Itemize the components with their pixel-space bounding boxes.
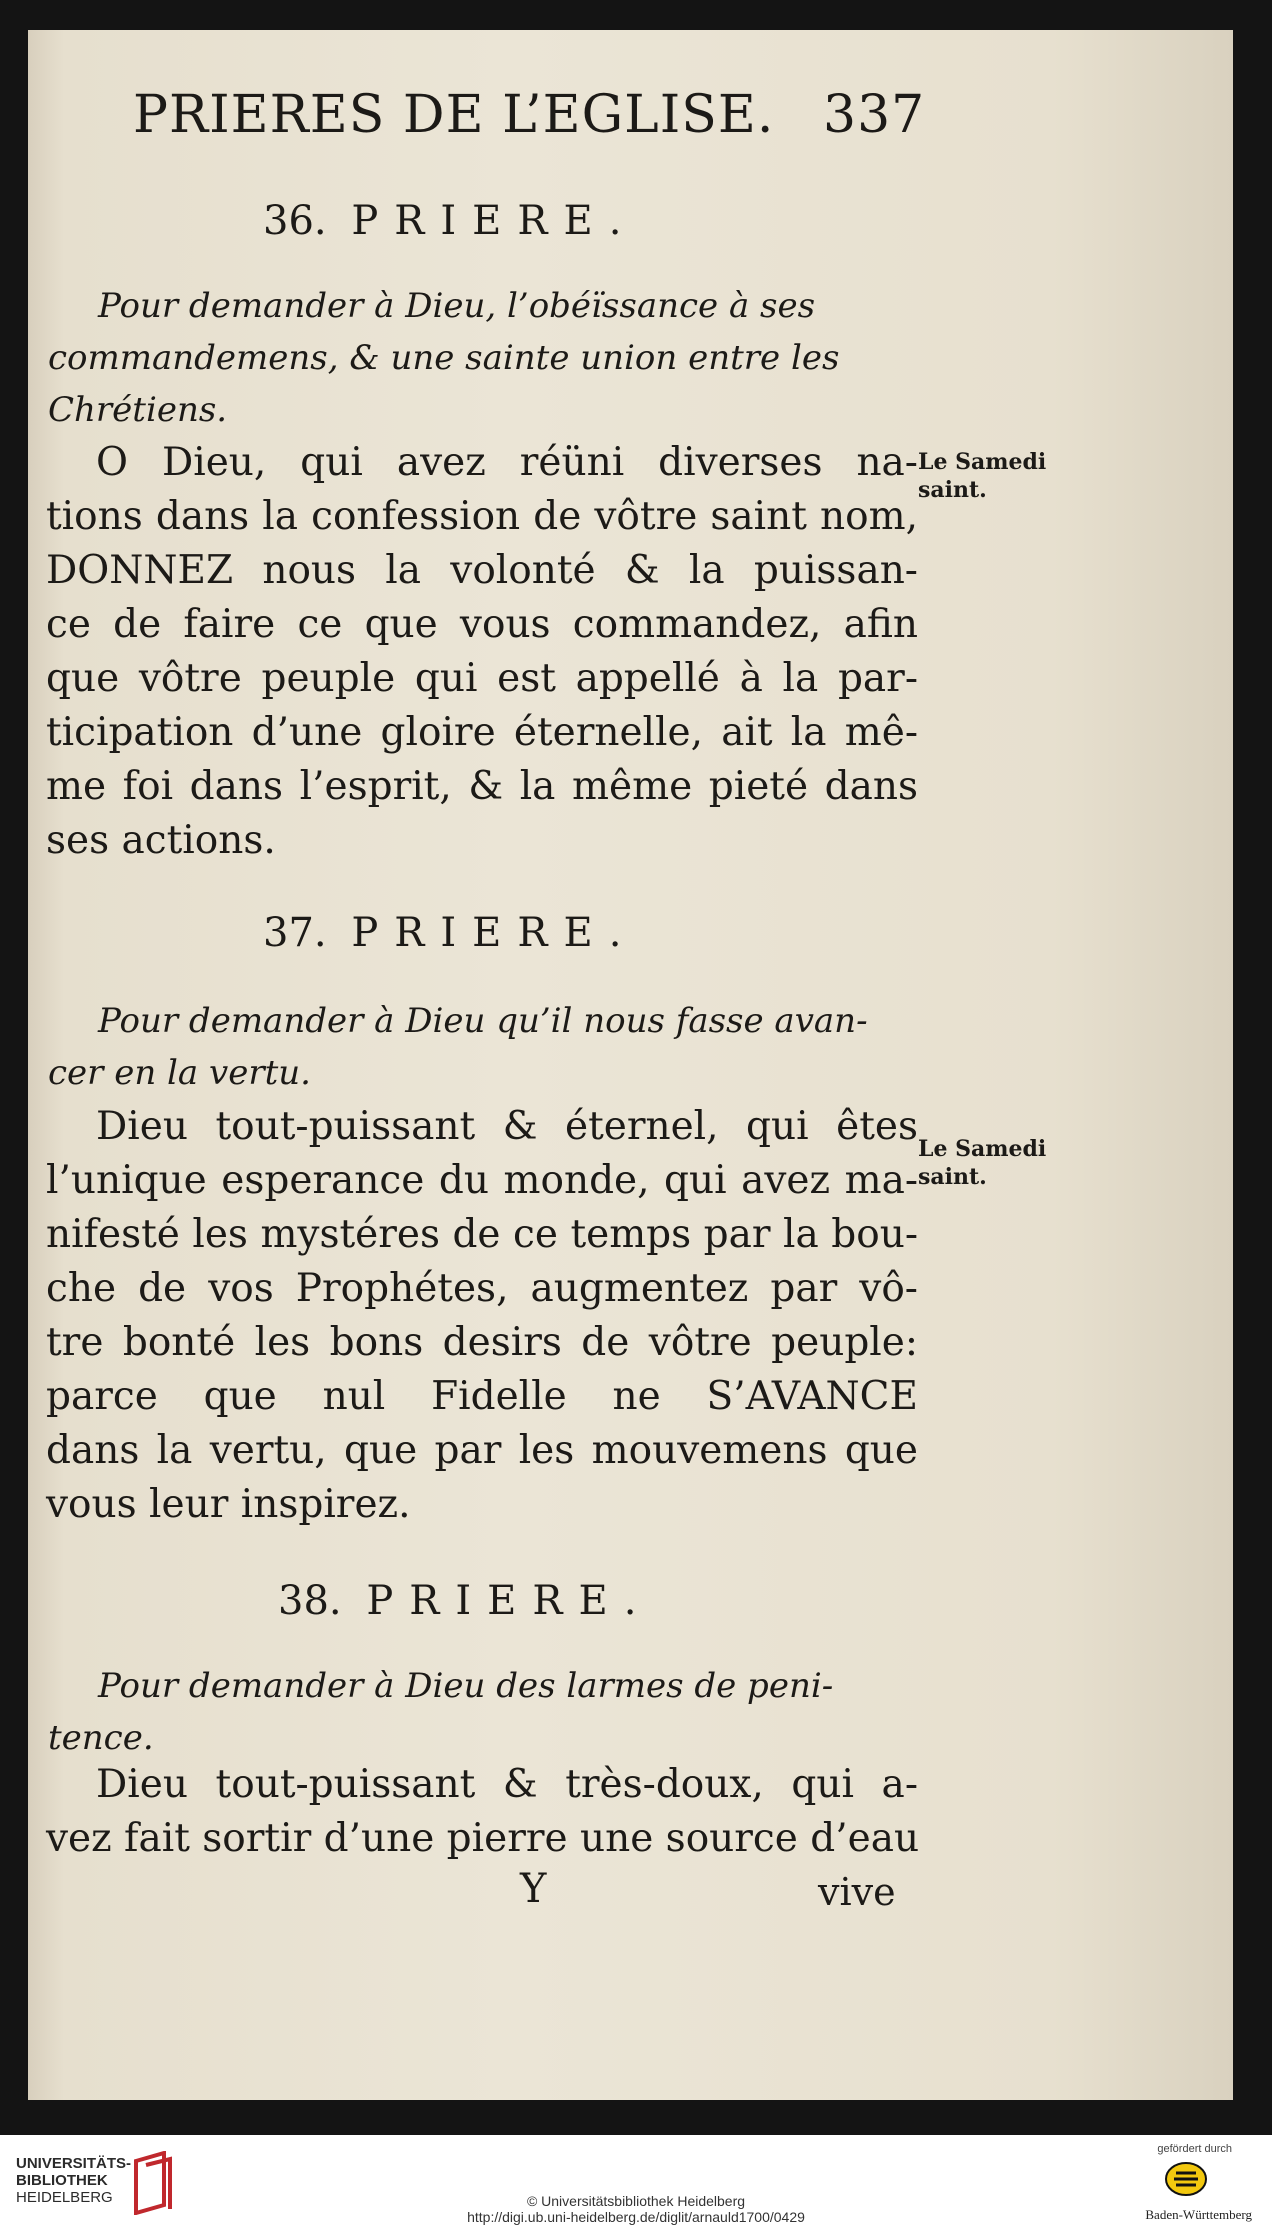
prayer-heading-38 xyxy=(278,1578,652,1624)
text-line: vez fait sortir d’une pierre une source d’eau xyxy=(46,1816,920,1861)
margin-note-line: Le Samedi xyxy=(918,1136,1047,1162)
text-line: Dieu tout-puissant & très-doux, qui a- xyxy=(96,1762,918,1807)
book-page xyxy=(28,30,1233,2100)
prayer-word: PRIERE. xyxy=(366,1578,653,1624)
prayer-text-37 xyxy=(46,1100,918,1532)
baden-wuerttemberg-crest-icon xyxy=(1164,2161,1208,2197)
prayer-text-36 xyxy=(46,436,918,868)
page-number: 337 xyxy=(823,85,926,145)
subtitle-line: Chrétiens. xyxy=(48,390,228,430)
text-line: Dieu tout-puissant & éternel, qui êtes xyxy=(96,1104,918,1149)
funded-by-label: gefördert durch xyxy=(1157,2143,1232,2155)
library-name-line: BIBLIOTHEK xyxy=(16,2172,108,2189)
catchword: vive xyxy=(818,1870,896,1914)
viewer-footer xyxy=(0,2135,1272,2228)
text-line: nifesté les mystéres de ce temps par la bou- xyxy=(46,1212,918,1257)
margin-note-37 xyxy=(918,1135,1046,1191)
text-line: tions dans la confession de vôtre saint nom, xyxy=(46,494,918,539)
text-line: tre bonté les bons desirs de vôtre peuple: xyxy=(46,1320,918,1365)
text-line: ticipation d’une gloire éternelle, ait la mê- xyxy=(46,710,918,755)
running-header xyxy=(133,85,933,145)
text-line: vous leur inspirez. xyxy=(46,1482,411,1527)
margin-note-line: Le Samedi xyxy=(918,449,1047,475)
text-line: che de vos Prophétes, augmentez par vô- xyxy=(46,1266,918,1311)
header-title: PRIERES DE L’EGLISE. xyxy=(133,85,775,145)
text-line: l’unique esperance du monde, qui avez ma- xyxy=(46,1158,918,1203)
text-line: parce que nul Fidelle ne S’AVANCE xyxy=(46,1374,918,1419)
prayer-heading-36 xyxy=(263,198,637,244)
text-line: ses actions. xyxy=(46,818,276,863)
margin-note-36 xyxy=(918,448,1046,504)
subtitle-line: cer en la vertu. xyxy=(48,1053,311,1093)
library-name-line: HEIDELBERG xyxy=(16,2189,113,2206)
copyright-text: © Universitätsbibliothek Heidelberg xyxy=(526,2193,746,2209)
text-line: que vôtre peuple qui est appellé à la par- xyxy=(46,656,918,701)
prayer-subtitle-37 xyxy=(48,995,918,1099)
subtitle-line: Pour demander à Dieu qu’il nous fasse avan- xyxy=(98,1001,868,1041)
text-line: O Dieu, qui avez réüni diverses na- xyxy=(96,440,918,485)
prayer-subtitle-36 xyxy=(48,280,918,436)
margin-note-line: saint. xyxy=(918,1164,987,1190)
library-name-line: UNIVERSITÄTS- xyxy=(16,2155,132,2172)
subtitle-line: tence. xyxy=(48,1718,154,1758)
subtitle-line: Pour demander à Dieu des larmes de peni- xyxy=(98,1666,834,1706)
prayer-number: 37. xyxy=(263,910,327,956)
funder-name: Baden-Württemberg xyxy=(1145,2207,1252,2222)
prayer-word: PRIERE. xyxy=(351,910,638,956)
text-line: dans la vertu, que par les mouvemens que xyxy=(46,1428,918,1473)
subtitle-line: Pour demander à Dieu, l’obéïssance à ses xyxy=(98,286,816,326)
prayer-number: 36. xyxy=(263,198,327,244)
signature-mark: Y xyxy=(520,1866,547,1912)
text-line: ce de faire ce que vous commandez, afin xyxy=(46,602,918,647)
prayer-heading-37 xyxy=(263,910,637,956)
prayer-word: PRIERE. xyxy=(351,198,638,244)
text-line: DONNEZ nous la volonté & la puissan- xyxy=(46,548,918,593)
prayer-subtitle-38 xyxy=(48,1660,918,1764)
subtitle-line: commandemens, & une sainte union entre les xyxy=(48,338,840,378)
margin-note-line: saint. xyxy=(918,477,987,503)
prayer-text-38 xyxy=(46,1758,918,1866)
prayer-number: 38. xyxy=(278,1578,342,1624)
permalink-url[interactable]: http://digi.ub.uni-heidelberg.de/diglit/arnauld1700/0429 xyxy=(467,2209,805,2225)
text-line: me foi dans l’esprit, & la même pieté dans xyxy=(46,764,918,809)
